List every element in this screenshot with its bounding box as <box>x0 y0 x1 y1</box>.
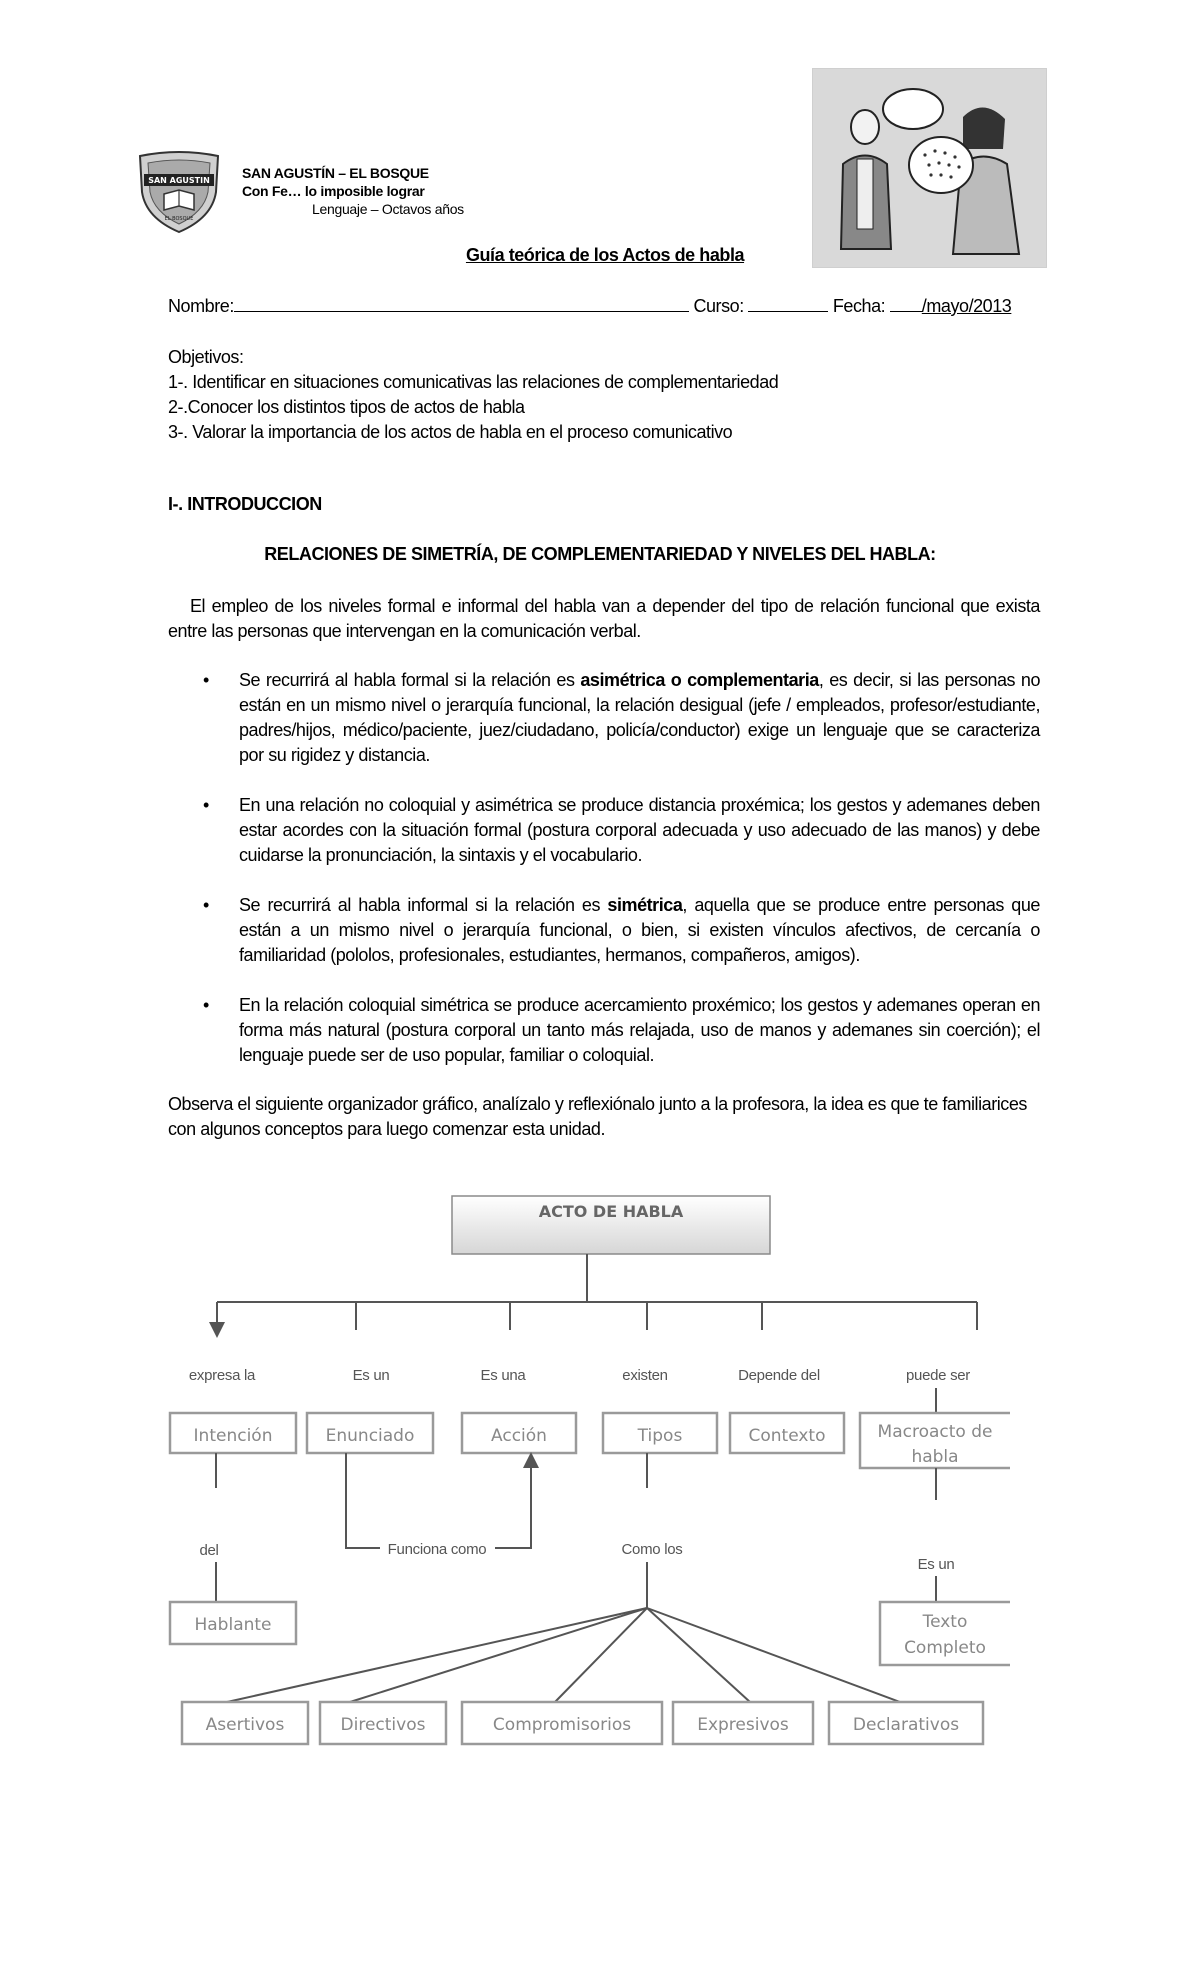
connector-label: existen <box>622 1367 668 1384</box>
date-day-field[interactable] <box>890 295 922 312</box>
objective-item: 2-.Conocer los distintos tipos de actos de habla <box>168 397 525 417</box>
school-info <box>242 164 464 218</box>
type-label: Directivos <box>340 1715 426 1735</box>
list-item: • Se recurrirá al habla informal si la relación es simétrica, aquella que se produce entre personas que están a un mismo nivel o jerarquía funcional, o bien, si existen vínculos afectivos, de cercanía o familiaridad (pololos, profesionales, estudiantes, hermanos, compañeros, amigos). <box>203 895 1040 965</box>
connector-label: expresa la <box>188 1367 256 1384</box>
speech-act-diagram <box>160 1190 1040 1780</box>
node-label: Hablante <box>194 1615 272 1635</box>
course-field[interactable] <box>748 295 828 312</box>
node-label: Contexto <box>748 1426 826 1446</box>
school-motto: Con Fe… lo imposible lograr <box>242 183 425 199</box>
type-label: Asertivos <box>205 1715 285 1735</box>
node-label: habla <box>911 1447 959 1467</box>
subheading: RELACIONES DE SIMETRÍA, DE COMPLEMENTARIEDAD Y NIVELES DEL HABLA: <box>264 544 936 564</box>
date-value: /mayo/2013 <box>921 296 1012 316</box>
logo-text-bottom: EL BOSQUE <box>164 216 194 222</box>
objectives-heading: Objetivos: <box>168 347 244 367</box>
logo-text-top: SAN AGUSTIN <box>148 176 210 185</box>
type-label: Expresivos <box>697 1715 789 1735</box>
date-label: Fecha: <box>832 296 886 316</box>
node-label: Enunciado <box>325 1426 415 1446</box>
node-label: Intención <box>193 1426 273 1446</box>
observe-paragraph: Observa el siguiente organizador gráfico, analízalo y reflexiónalo junto a la profesora, la idea es que te familiarices con algunos conceptos para luego comenzar esta unidad. <box>168 1094 1027 1139</box>
name-label: Nombre: <box>168 296 234 316</box>
student-form-row <box>168 295 1011 317</box>
sub-label-es-un: Es un <box>917 1556 955 1573</box>
objective-item: 1-. Identificar en situaciones comunicativas las relaciones de complementariedad <box>168 372 779 392</box>
section-heading: I-. INTRODUCCION <box>168 494 322 514</box>
objectives <box>168 345 778 445</box>
node-label: Texto <box>922 1612 968 1632</box>
list-item: • En la relación coloquial simétrica se produce acercamiento proxémico; los gestos y ademanes operan en forma más natural (postura corporal un tanto más relajada, uso de manos y ademanes sin coerción); el lenguaje puede ser de uso popular, familiar o coloquial. <box>203 995 1040 1065</box>
course-field-label: Curso: <box>693 296 744 316</box>
school-logo <box>134 150 224 234</box>
node-label: Acción <box>491 1426 547 1446</box>
intro-paragraph: El empleo de los niveles formal e informal del habla van a depender del tipo de relación funcional que exista entre las personas que intervengan en la comunicación verbal. <box>168 596 1040 641</box>
connector-label: puede ser <box>905 1367 971 1384</box>
school-name: SAN AGUSTÍN – EL BOSQUE <box>242 165 429 181</box>
course-label: Lenguaje – Octavos años <box>312 201 464 217</box>
connector-label: Es un <box>352 1367 390 1384</box>
list-item: • En una relación no coloquial y asimétrica se produce distancia proxémica; los gestos y ademanes deben estar acordes con la situación formal (postura corporal adecuada y uso adecuado de las manos) y debe cuidarse la pronunciación, la sintaxis y el vocabulario. <box>203 795 1040 865</box>
type-label: Declarativos <box>852 1715 960 1735</box>
node-label: Macroacto de <box>877 1422 993 1442</box>
list-item: • Se recurrirá al habla formal si la relación es asimétrica o complementaria, es decir, si las personas no están en un mismo nivel o jerarquía funcional, la relación desigual (jefe / empleados, profesor/estudiante, padres/hijos, médico/paciente, juez/ciudadano, policía/conductor) exige un lenguaje que se caracteriza por su rigidez y distancia. <box>203 670 1041 765</box>
root-label: ACTO DE HABLA <box>538 1202 684 1221</box>
page-title: Guía teórica de los Actos de habla <box>465 245 745 265</box>
sub-label-funciona-como: Funciona como <box>387 1541 487 1558</box>
bullet-list <box>168 668 1040 1093</box>
connector-label: Es una <box>480 1367 526 1384</box>
sub-label-como-los: Como los <box>621 1541 683 1558</box>
objective-item: 3-. Valorar la importancia de los actos de habla en el proceso comunicativo <box>168 422 733 442</box>
type-label: Compromisorios <box>492 1715 632 1735</box>
conversation-illustration <box>812 68 1047 268</box>
name-field[interactable] <box>234 295 689 312</box>
connector-label: Depende del <box>738 1367 820 1384</box>
node-label: Tipos <box>637 1426 683 1446</box>
sub-label-del: del <box>199 1542 219 1559</box>
node-label: Completo <box>904 1638 986 1658</box>
